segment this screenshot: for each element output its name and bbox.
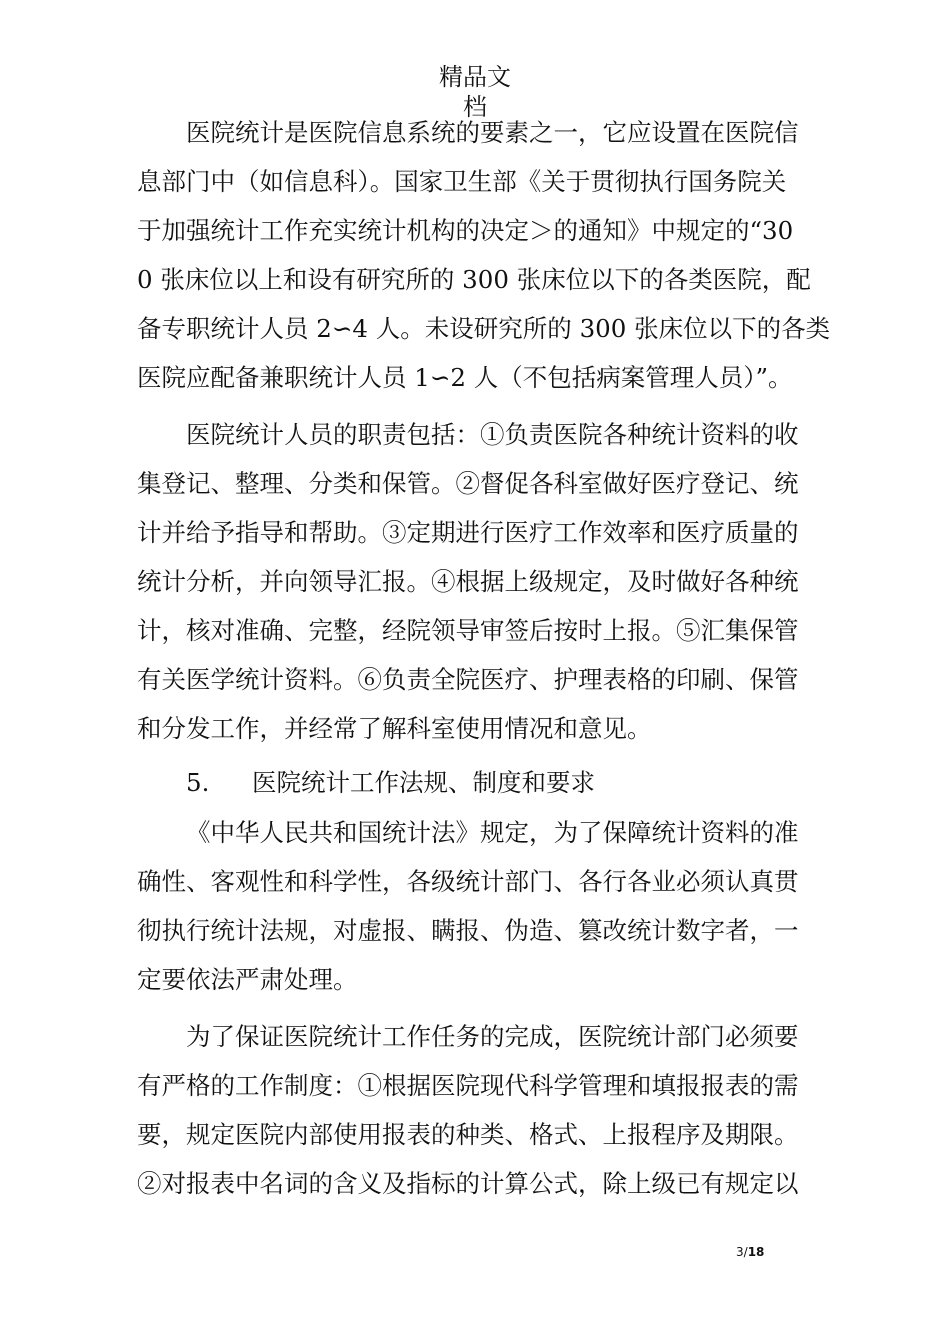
paragraph-statistics-law: 《中华人民共和国统计法》规定，为了保障统计资料的准 确性、客观性和科学性，各级统计部门、各行各业必须认真贯 彻执行统计法规，对虚报、瞒报、伪造、篡改统计数字者，一 定要依法严肃处理。 [137,818,799,994]
section-title: 医院统计工作法规、制度和要求 [252,768,595,797]
section-number: 5. [186,768,210,797]
page-total: 18 [747,1245,765,1259]
paragraph-work-system: 为了保证医院统计工作任务的完成，医院统计部门必须要 有严格的工作制度：①根据医院现代科学管理和填报报表的需 要，规定医院内部使用报表的种类、格式、上报程序及期限。 ②对报表中名词的含义及指标的计算公式，除上级已有规定以 [137,1022,799,1198]
paragraph-hospital-statistics-role: 医院统计是医院信息系统的要素之一，它应设置在医院信 息部门中（如信息科）。国家卫生部《关于贯彻执行国务院关 于加强统计工作充实统计机构的决定＞的通知》中规定的“30 0 张床位以上和设有研究所的 300 张床位以下的各类医院，配 备专职统计人员 2∽4 人。未设研究所的 300 张床位以下的各类 医院应配备兼职统计人员 1∽2 人（不包括病案管理人员）”。 [137,118,831,392]
header-line-1: 精品文 [439,63,511,91]
page-number [736,1245,764,1259]
header-line-2: 档 [463,93,487,121]
paragraph-staff-duties: 医院统计人员的职责包括：①负责医院各种统计资料的收 集登记、整理、分类和保管。②督促各科室做好医疗登记、统 计并给予指导和帮助。③定期进行医疗工作效率和医疗质量的 统计分析，并向领导汇报。④根据上级规定，及时做好各种统 计，核对准确、完整，经院领导审签后按时上报。⑤汇集保管 有关医学统计资料。⑥负责全院医疗、护理表格的印刷、保管 和分发工作，并经常了解科室使用情况和意见。 [137,420,799,743]
section-heading [186,758,595,807]
page-current: 3/ [736,1245,748,1259]
